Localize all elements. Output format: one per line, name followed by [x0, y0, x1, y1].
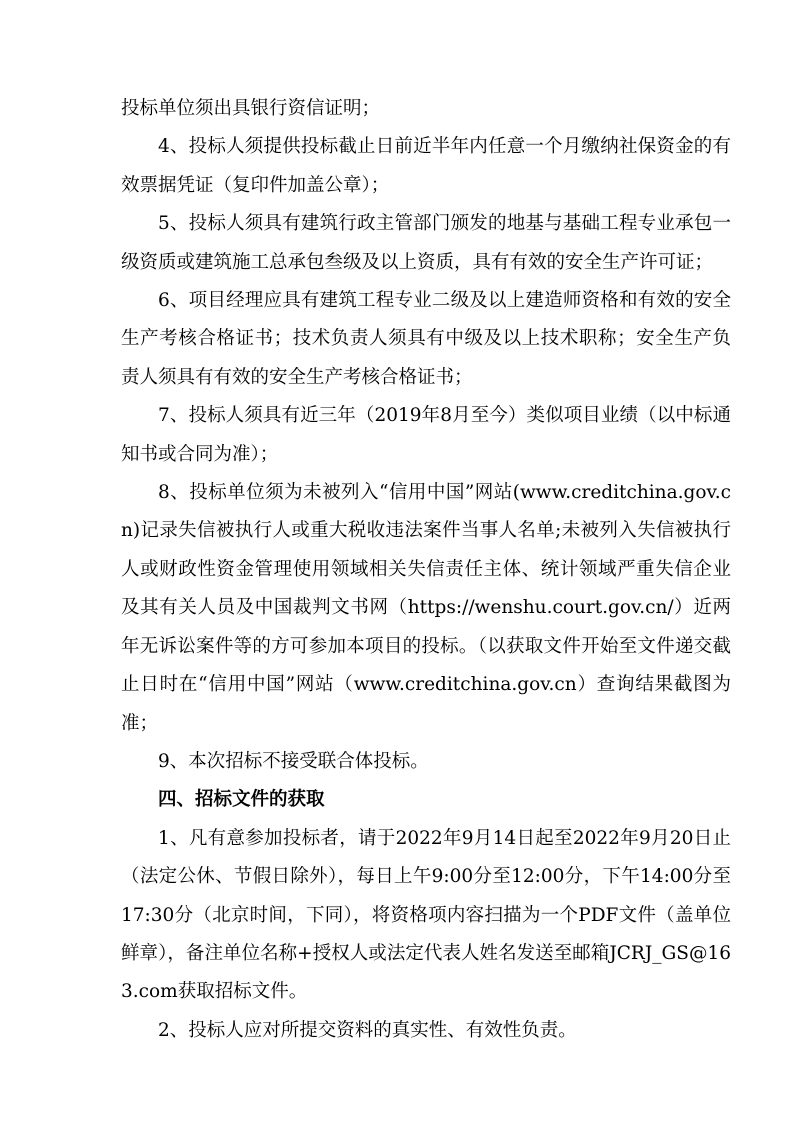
paragraph-item-7: 7、投标人须具有近三年（2019年8月至今）类似项目业绩（以中标通知书或合同为准）； — [121, 405, 731, 465]
paragraph-acquire-1: 1、凡有意参加投标者，请于2022年9月14日起至2022年9月20日止（法定公休、节假日除外），每日上午9:00分至12:00分，下午14:00分至17:30分（北京时间，下同），将资格项内容扫描为一个PDF文件（盖单位鲜章），备注单位名称+授权人或法定代表人姓名发送至邮箱JCRJ_GS@163.com获取招标文件。 — [121, 827, 731, 1003]
paragraph-item-9: 9、本次招标不接受联合体投标。 — [158, 750, 429, 772]
document-body — [121, 90, 731, 1050]
paragraph-acquire-2: 2、投标人应对所提交资料的真实性、有效性负责。 — [158, 1019, 577, 1041]
paragraph-item-8: 8、投标单位须为未被列入“信用中国”网站(www.creditchina.gov.cn)记录失信被执行人或重大税收违法案件当事人名单;未被列入失信被执行人或财政性资金管理使用领域相关失信责任主体、统计领域严重失信企业及其有关人员及中国裁判文书网（https://wenshu.court.gov.cn/）近两年无诉讼案件等的方可参加本项目的投标。（以获取文件开始至文件递交截止日时在“信用中国”网站（www.creditchina.gov.cn）查询结果截图为准； — [121, 482, 731, 734]
paragraph-bank-credit: 投标单位须出具银行资信证明； — [121, 98, 381, 119]
paragraph-item-6: 6、项目经理应具有建筑工程专业二级及以上建造师资格和有效的安全生产考核合格证书；技术负责人须具有中级及以上技术职称；安全生产负责人须具有有效的安全生产考核合格证书； — [121, 290, 731, 388]
section-heading: 四、招标文件的获取 — [158, 789, 325, 811]
paragraph-item-5: 5、投标人须具有建筑行政主管部门颁发的地基与基础工程专业承包一级资质或建筑施工总承包叁级及以上资质，具有有效的安全生产许可证； — [121, 213, 731, 273]
paragraph-item-4: 4、投标人须提供投标截止日前近半年内任意一个月缴纳社保资金的有效票据凭证（复印件加盖公章）； — [121, 136, 731, 196]
